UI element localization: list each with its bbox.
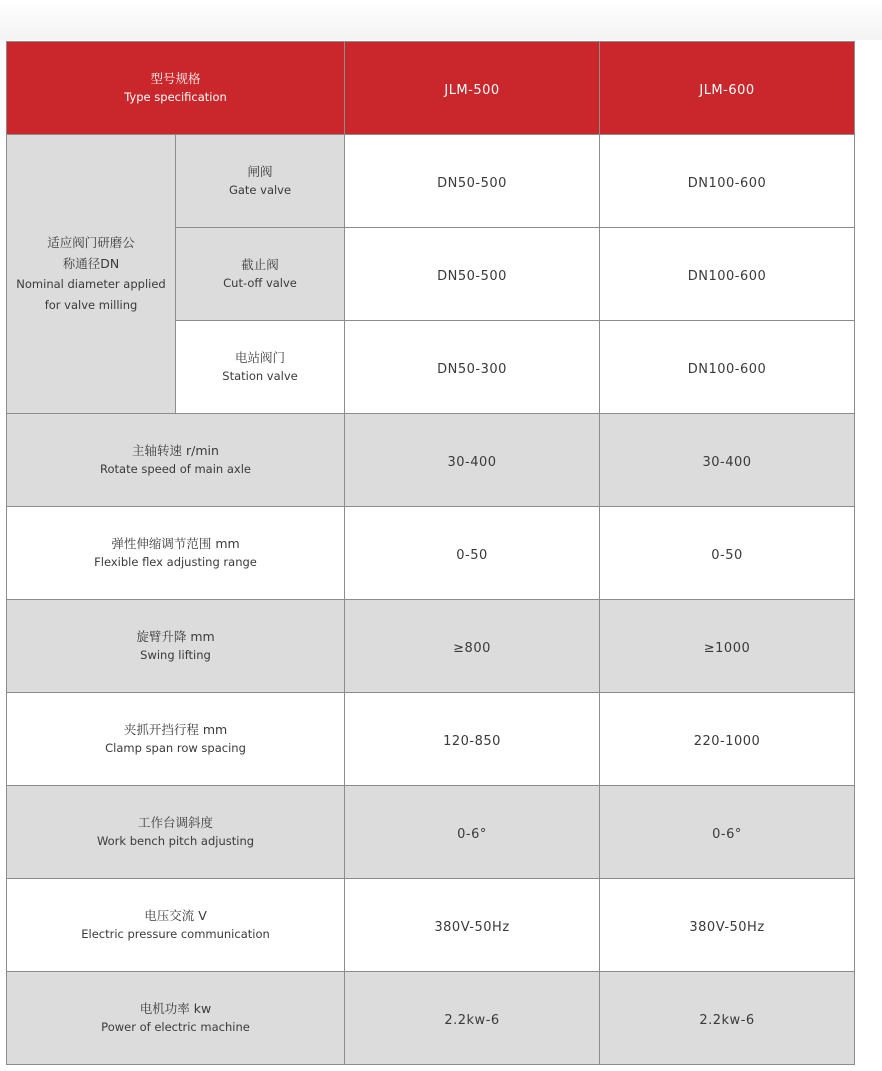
- value-cell: [600, 972, 855, 1065]
- row-label-cell: [7, 786, 345, 879]
- row-label-zh: 弹性伸缩调节范围 mm: [111, 536, 240, 551]
- model-header-cell: [600, 42, 855, 135]
- value: 380V-50Hz: [689, 919, 765, 935]
- value-cell: [345, 972, 600, 1065]
- value: 120-850: [443, 733, 501, 749]
- header-label-cell: [7, 42, 345, 135]
- value-cell: [345, 228, 600, 321]
- value: 0-6°: [457, 826, 487, 842]
- value: DN100-600: [687, 268, 767, 284]
- row-label-zh: 电机功率 kw: [139, 1001, 212, 1016]
- row-label-cell: [7, 414, 345, 507]
- top-band: [0, 0, 882, 40]
- row-label-zh: 夹抓开挡行程 mm: [123, 722, 228, 737]
- value-cell: [345, 321, 600, 414]
- header-row: [7, 42, 855, 135]
- sub-label-zh: 闸阀: [247, 164, 273, 179]
- row-label-cell: [7, 972, 345, 1065]
- value: DN100-600: [687, 361, 767, 377]
- row-label-en: Power of electric machine: [101, 1020, 250, 1034]
- value: 30-400: [447, 454, 497, 470]
- table-row: [7, 786, 855, 879]
- value-cell: [345, 414, 600, 507]
- group-label-zh-1: 适应阀门研磨公: [47, 235, 135, 250]
- sub-label-zh: 截止阀: [241, 257, 279, 272]
- row-label-cell: [7, 693, 345, 786]
- row-label-zh: 工作台调斜度: [138, 815, 214, 830]
- value: 0-6°: [712, 826, 742, 842]
- table-row: [7, 507, 855, 600]
- value-cell: [345, 879, 600, 972]
- group-label-en-1: Nominal diameter applied: [16, 277, 166, 291]
- value: ≥1000: [703, 640, 751, 656]
- value-cell: [600, 135, 855, 228]
- value-cell: [600, 414, 855, 507]
- model-name: JLM-600: [699, 82, 755, 98]
- value: 2.2kw-6: [444, 1012, 500, 1028]
- value: ≥800: [453, 640, 491, 656]
- table-row: [7, 693, 855, 786]
- row-label-cell: [7, 600, 345, 693]
- row-label-en: Clamp span row spacing: [105, 741, 246, 755]
- row-label-zh: 主轴转速 r/min: [132, 443, 219, 458]
- value: 30-400: [702, 454, 752, 470]
- value: DN50-500: [437, 268, 507, 284]
- value-cell: [600, 600, 855, 693]
- value-cell: [345, 600, 600, 693]
- table-row: [7, 972, 855, 1065]
- model-name: JLM-500: [444, 82, 500, 98]
- row-label-zh: 旋臂升降 mm: [136, 629, 215, 644]
- value-cell: [600, 879, 855, 972]
- sub-label-en: Gate valve: [228, 183, 292, 197]
- value-cell: [345, 135, 600, 228]
- row-label-cell: [7, 507, 345, 600]
- value: 380V-50Hz: [434, 919, 510, 935]
- group-label-en-2: for valve milling: [44, 298, 138, 312]
- row-label-en: Flexible flex adjusting range: [94, 555, 257, 569]
- value-cell: [600, 693, 855, 786]
- header-label-zh: 型号规格: [150, 71, 201, 86]
- value-cell: [600, 507, 855, 600]
- value: DN100-600: [687, 175, 767, 191]
- sub-label-zh: 电站阀门: [235, 350, 286, 365]
- row-label-en: Rotate speed of main axle: [100, 462, 251, 476]
- value-cell: [600, 228, 855, 321]
- value: DN50-300: [437, 361, 507, 377]
- value-cell: [600, 786, 855, 879]
- sub-label-en: Cut-off valve: [223, 276, 297, 290]
- row-label-en: Electric pressure communication: [81, 927, 270, 941]
- group-label-zh-2: 称通径DN: [62, 256, 120, 271]
- model-header-cell: [345, 42, 600, 135]
- sub-label-cell: [176, 321, 345, 414]
- sub-label-en: Station valve: [222, 369, 298, 383]
- row-label-en: Swing lifting: [140, 648, 211, 662]
- table-row: [7, 414, 855, 507]
- group-label-cell: [7, 135, 176, 414]
- value: 2.2kw-6: [699, 1012, 755, 1028]
- row-label-cell: [7, 879, 345, 972]
- value-cell: [345, 507, 600, 600]
- sub-label-cell: [176, 135, 345, 228]
- value: DN50-500: [437, 175, 507, 191]
- row-label-en: Work bench pitch adjusting: [96, 834, 255, 848]
- value: 0-50: [711, 547, 743, 563]
- value-cell: [600, 321, 855, 414]
- table-row: [7, 600, 855, 693]
- table-row: [7, 135, 855, 228]
- header-label-en: Type specification: [124, 90, 227, 104]
- value-cell: [345, 786, 600, 879]
- row-label-zh: 电压交流 V: [144, 908, 207, 923]
- value: 220-1000: [693, 733, 761, 749]
- spec-table: [6, 41, 855, 1065]
- sub-label-cell: [176, 228, 345, 321]
- value-cell: [345, 693, 600, 786]
- value: 0-50: [456, 547, 488, 563]
- table-row: [7, 879, 855, 972]
